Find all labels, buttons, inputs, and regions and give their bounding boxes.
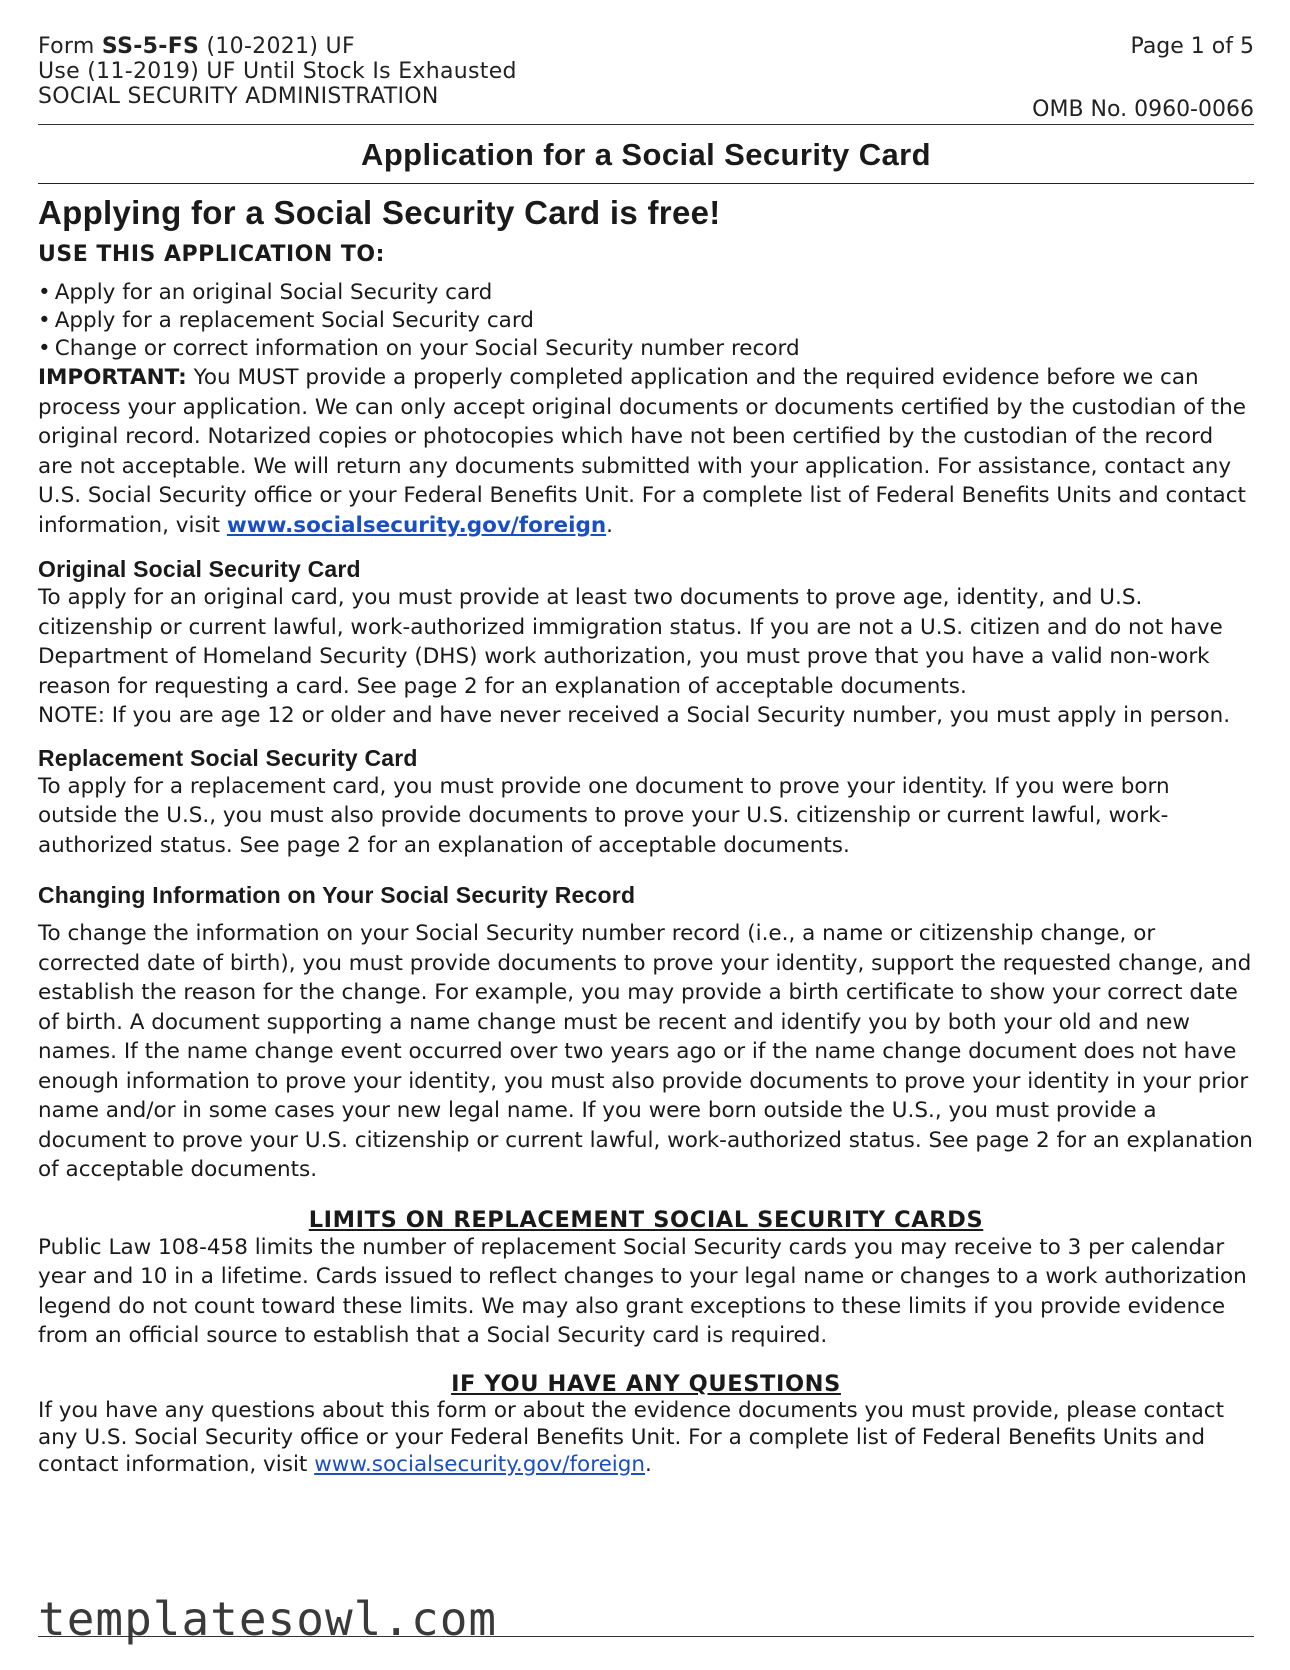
form-header [38,34,1254,125]
section-text: To apply for a replacement card, you must provide one document to prove your identity. If you were born outside the U.S., you must also provide documents to prove your U.S. citizenship or current lawful, work-authorized status. See page 2 for an explanation of acceptable documents. [38,773,1170,858]
section-original-card [38,556,1254,701]
agency-name: SOCIAL SECURITY ADMINISTRATION [38,84,439,109]
section-limits [38,1207,1254,1351]
note-paragraph: NOTE: If you are age 12 or older and have never received a Social Security number, you must apply in person. [38,703,1231,728]
omb-number: OMB No. 0960-0066 [1032,97,1254,122]
important-paragraph: IMPORTANT: You MUST provide a properly completed application and the required evidence before we can process your application. We can only accept original documents or documents certified by the custodian of the original record. Notarized copies or photocopies which have not been certified by the custodian of the record are not acceptable. We will return any documents submitted with your application. For assistance, contact any U.S. Social Security office or your Federal Benefits Unit. For a complete list of Federal Benefits Units and contact information, visit www.socialsecurity.gov/foreign. [38,365,1246,538]
section-replacement-card [38,745,1254,861]
section-text: If you have any questions about this form or about the evidence documents you must provide, please contact any U.S. Social Security office or your Federal Benefits Unit. For a complete list of Federal Benefits Units and contact information, visit www.socialsecurity.gov/foreign. [38,1397,1225,1477]
section-questions [38,1371,1254,1478]
section-text: Public Law 108-458 limits the number of replacement Social Security cards you may receive to 3 per calendar year and 10 in a lifetime. Cards issued to reflect changes to your legal name or changes to a work authorization legend do not count toward these limits. We may also grant exceptions to these limits if you provide evidence from an official source to establish that a Social Security card is required. [38,1234,1247,1348]
form-code-line: Form SS-5-FS (10-2021) UF [38,34,355,59]
foreign-link[interactable]: www.socialsecurity.gov/foreign [314,1451,646,1477]
section-changing-info [38,882,1254,1185]
list-item: • Change or correct information on your Social Security number record [38,335,1254,363]
form-identification [38,34,517,109]
list-item: • Apply for an original Social Security card [38,279,1254,307]
use-until-line: Use (11-2019) UF Until Stock Is Exhausted [38,59,517,84]
page-title: Application for a Social Security Card [38,137,1254,184]
limits-heading: LIMITS ON REPLACEMENT SOCIAL SECURITY CARDS [308,1206,984,1233]
section-heading: Original Social Security Card [38,556,361,582]
use-list [38,279,1254,363]
list-item: • Apply for a replacement Social Security card [38,307,1254,335]
free-heading: Applying for a Social Security Card is free! [38,194,721,231]
section-text: To change the information on your Social Security number record (i.e., a name or citizenship change, or corrected date of birth), you must provide documents to prove your identity, support the requested change, and establish the reason for the change. For example, you may provide a birth certificate to show your correct date of birth. A document supporting a name change must be recent and identify you by both your old and new names. If the name change event occurred over two years ago or if the name change document does not have enough information to prove your identity, you must also provide documents to prove your identity in your prior name and/or in some cases your new legal name. If you were born outside the U.S., you must provide a document to prove your U.S. citizenship or current lawful, work-authorized status. See page 2 for an explanation of acceptable documents. [38,921,1253,1182]
page-indicator: Page 1 of 5 [1130,34,1254,59]
section-text: To apply for an original card, you must provide at least two documents to prove age, identity, and U.S. citizenship or current lawful, work-authorized immigration status. If you are not a U.S. citizen and do not have Department of Homeland Security (DHS) work authorization, you must prove that you have a valid non-work reason for requesting a card. See page 2 for an explanation of acceptable documents. [38,585,1223,699]
bottom-divider [38,1636,1254,1637]
important-label: IMPORTANT: [38,365,187,390]
foreign-link[interactable]: www.socialsecurity.gov/foreign [226,512,607,538]
questions-heading: IF YOU HAVE ANY QUESTIONS [451,1370,841,1397]
form-code: SS-5-FS [101,34,200,59]
use-heading: USE THIS APPLICATION TO: [38,242,385,267]
watermark: templatesowl.com [38,1592,498,1646]
form-page [38,34,1254,1478]
section-heading: Changing Information on Your Social Security Record [38,882,636,908]
section-heading: Replacement Social Security Card [38,744,418,771]
